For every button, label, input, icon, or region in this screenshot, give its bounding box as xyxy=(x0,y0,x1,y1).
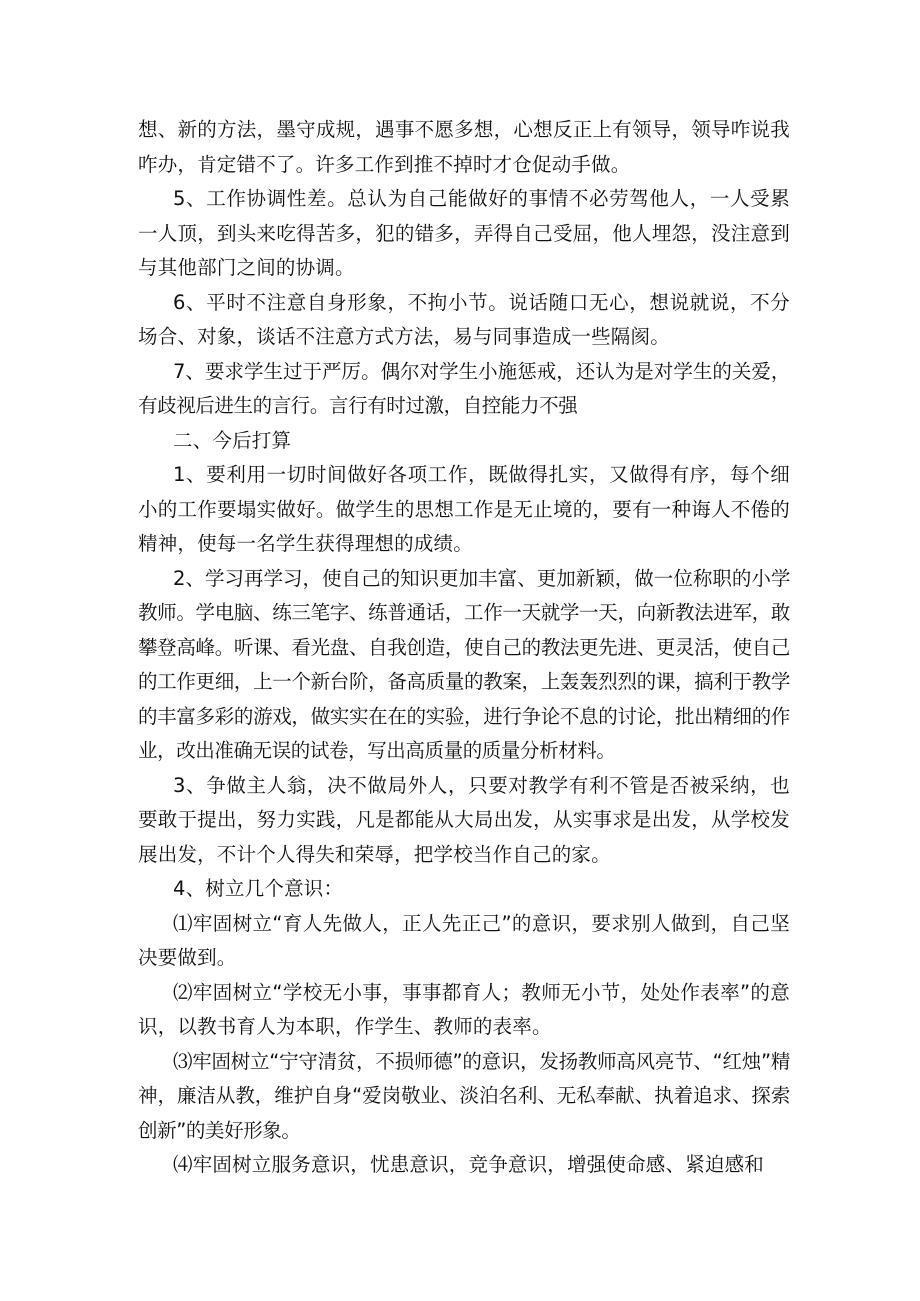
paragraph-continuation: 想、新的方法，墨守成规，遇事不愿多想，心想反正上有领导，领导咋说我咋办，肯定错不了。许多工作到推不掉时才仓促动手做。 xyxy=(138,118,790,176)
paragraph-awareness-2: ⑵牢固树立“学校无小事，事事都育人；教师无小节，处处作表率”的意识，以教书育人为本职，作学生、教师的表率。 xyxy=(138,980,790,1038)
document-body xyxy=(138,113,790,1183)
paragraph-plan-4: 4、树立几个意识： xyxy=(173,877,344,900)
paragraph-plan-1: 1、要利用一切时间做好各项工作，既做得扎实，又做得有序，每个细小的工作要塌实做好。做学生的思想工作是无止境的，要有一种诲人不倦的精神，使每一名学生获得理想的成绩。 xyxy=(138,463,790,555)
paragraph-item-7: 7、要求学生过于严厉。偶尔对学生小施惩戒，还认为是对学生的关爱，有歧视后进生的言行。言行有时过激，自控能力不强 xyxy=(138,359,790,417)
paragraph-plan-2: 2、学习再学习，使自己的知识更加丰富、更加新颖，做一位称职的小学教师。学电脑、练三笔字、练普通话，工作一天就学一天，向新教法进军，敢攀登高峰。听课、看光盘、自我创造，使自己的教法更先进、更灵活，使自己的工作更细，上一个新台阶，备高质量的教案，上轰轰烈烈的课，搞利于教学的丰富多彩的游戏，做实实在在的实验，进行争论不息的讨论，批出精细的作业，改出准确无误的试卷，写出高质量的质量分析材料。 xyxy=(138,566,790,762)
paragraph-awareness-3: ⑶牢固树立“宁守清贫，不损师德”的意识，发扬教师高风亮节、“红烛”精神，廉洁从教，维护自身“爱岗敬业、淡泊名利、无私奉献、执着追求、探索创新”的美好形象。 xyxy=(138,1049,790,1142)
paragraph-awareness-4: ⑷牢固树立服务意识，忧患意识，竞争意识，增强使命感、紧迫感和 xyxy=(173,1153,765,1176)
paragraph-item-5: 5、工作协调性差。总认为自己能做好的事情不必劳驾他人，一人受累一人顶，到头来吃得苦多，犯的错多，弄得自己受屈，他人埋怨，没注意到与其他部门之间的协调。 xyxy=(138,187,790,279)
paragraph-awareness-1: ⑴牢固树立“育人先做人，正人先正己”的意识，要求别人做到，自己坚决要做到。 xyxy=(138,911,790,969)
paragraph-plan-3: 3、争做主人翁，决不做局外人，只要对教学有利不管是否被采纳，也要敢于提出，努力实践，凡是都能从大局出发，从实事求是出发，从学校发展出发，不计个人得失和荣辱，把学校当作自己的家。 xyxy=(138,773,790,866)
section-heading-plans: 二、今后打算 xyxy=(173,428,292,452)
paragraph-item-6: 6、平时不注意自身形象，不拘小节。说话随口无心，想说就说，不分场合、对象，谈话不注意方式方法，易与同事造成一些隔阂。 xyxy=(138,290,790,348)
